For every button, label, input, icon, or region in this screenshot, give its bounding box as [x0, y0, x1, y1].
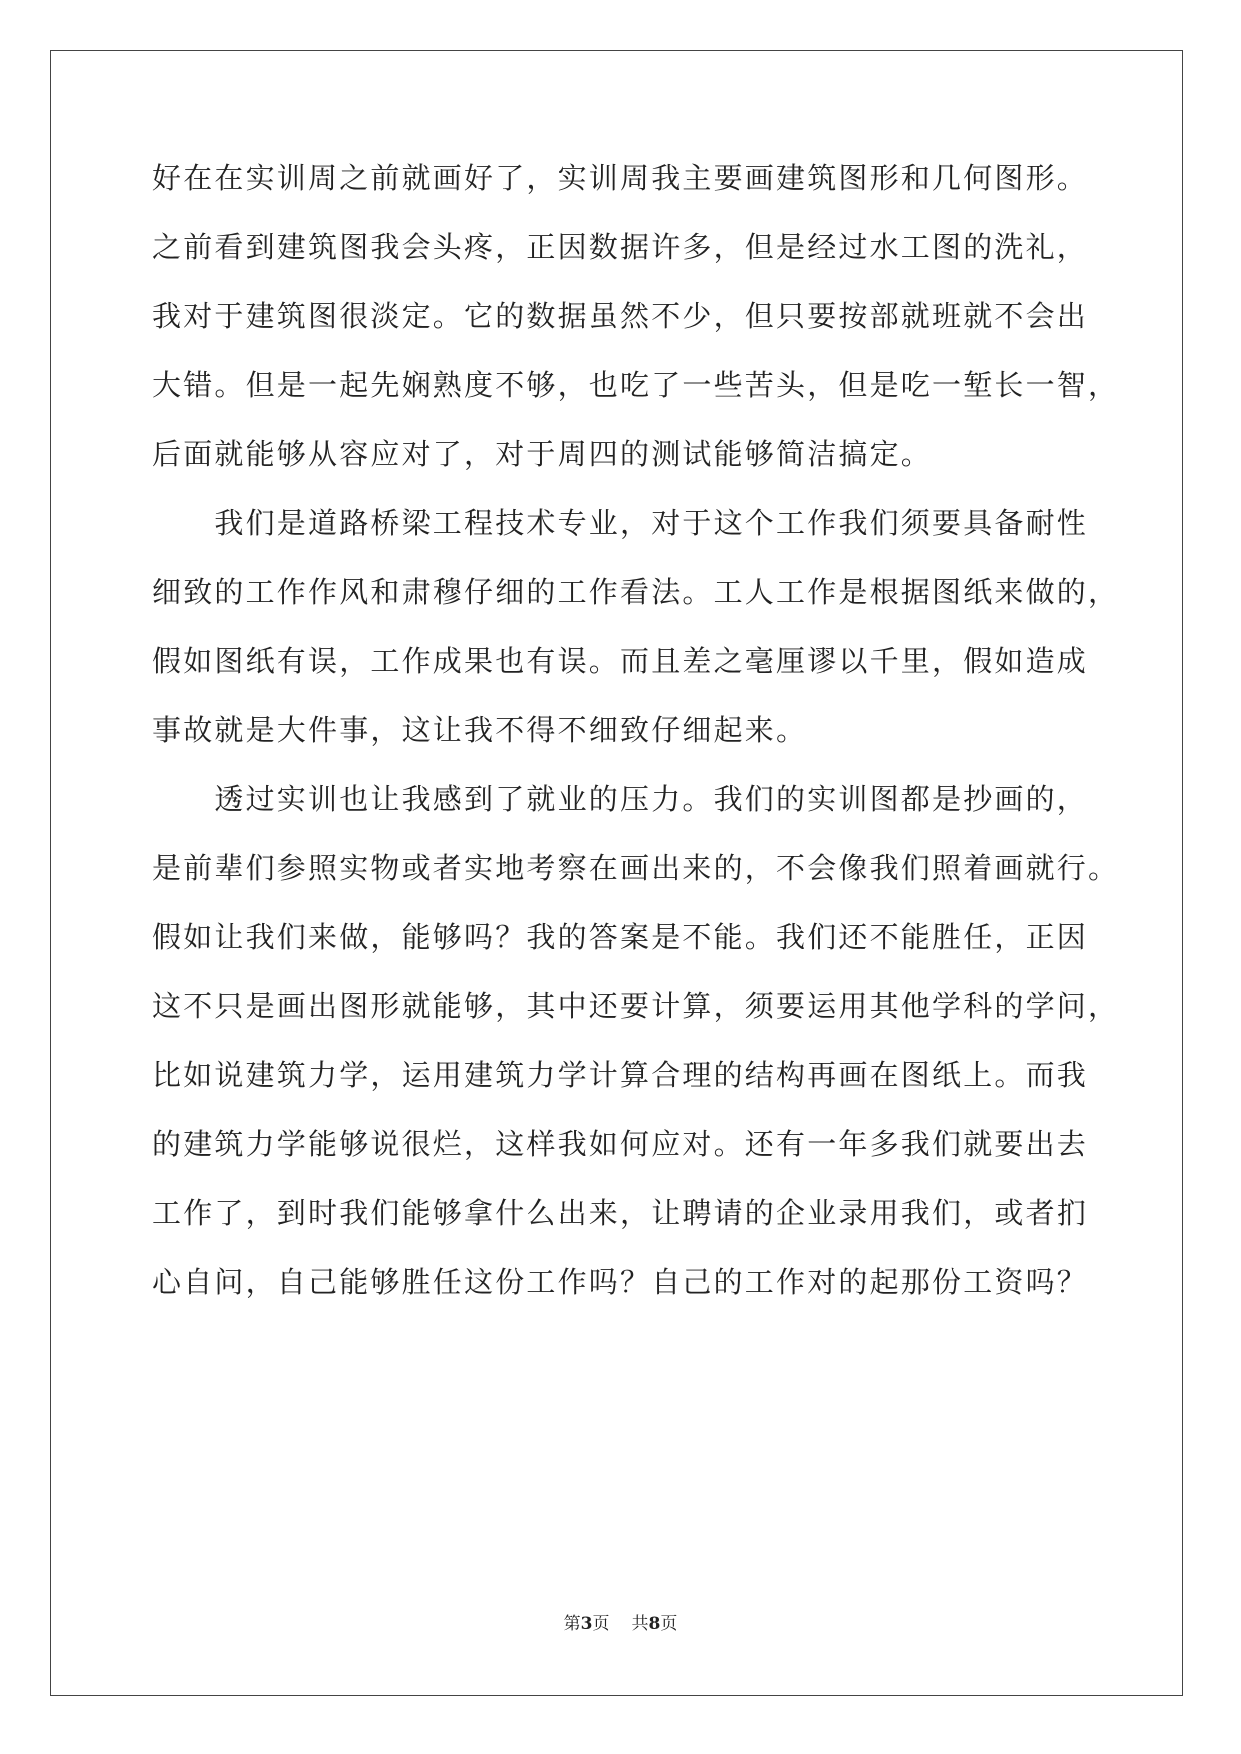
- text-line: 假如图纸有误，工作成果也有误。而且差之毫厘谬以千里，假如造成: [152, 644, 1089, 678]
- text-line: 之前看到建筑图我会头疼，正因数据许多，但是经过水工图的洗礼，: [152, 230, 1089, 264]
- text-line: 细致的工作作风和肃穆仔细的工作看法。工人工作是根据图纸来做的，: [152, 575, 1120, 609]
- text-line: 事故就是大件事，这让我不得不细致仔细起来。: [152, 713, 808, 747]
- text-line: 这不只是画出图形就能够，其中还要计算，须要运用其他学科的学问，: [152, 989, 1120, 1023]
- text-line: 大错。但是一起先娴熟度不够，也吃了一些苦头，但是吃一堑长一智，: [152, 368, 1120, 402]
- page-suffix: 页: [592, 1614, 610, 1634]
- text-line: 比如说建筑力学，运用建筑力学计算合理的结构再画在图纸上。而我: [152, 1058, 1089, 1092]
- text-line: 假如让我们来做，能够吗？我的答案是不能。我们还不能胜任，正因: [152, 920, 1089, 954]
- text-line: 后面就能够从容应对了，对于周四的测试能够简洁搞定。: [152, 437, 933, 471]
- paragraph-start-line: 透过实训也让我感到了就业的压力。我们的实训图都是抄画的，: [152, 782, 1089, 816]
- page-prefix: 第: [563, 1614, 581, 1634]
- text-line: 是前辈们参照实物或者实地考察在画出来的，不会像我们照着画就行。: [152, 851, 1120, 885]
- page-footer: [0, 1612, 1241, 1636]
- text-line: 心自问，自己能够胜任这份工作吗？自己的工作对的起那份工资吗？: [152, 1265, 1089, 1299]
- total-prefix: 共: [631, 1614, 649, 1634]
- total-suffix: 页: [660, 1614, 678, 1634]
- text-line: 工作了，到时我们能够拿什么出来，让聘请的企业录用我们，或者扪: [152, 1196, 1089, 1230]
- total-pages: 8: [648, 1614, 661, 1634]
- text-line: 好在在实训周之前就画好了，实训周我主要画建筑图形和几何图形。: [152, 161, 1089, 195]
- paragraph-start-line: 我们是道路桥梁工程技术专业，对于这个工作我们须要具备耐性: [152, 506, 1089, 540]
- page-number: 3: [580, 1614, 593, 1634]
- text-line: 的建筑力学能够说很烂，这样我如何应对。还有一年多我们就要出去: [152, 1127, 1089, 1161]
- text-line: 我对于建筑图很淡定。它的数据虽然不少，但只要按部就班就不会出: [152, 299, 1089, 333]
